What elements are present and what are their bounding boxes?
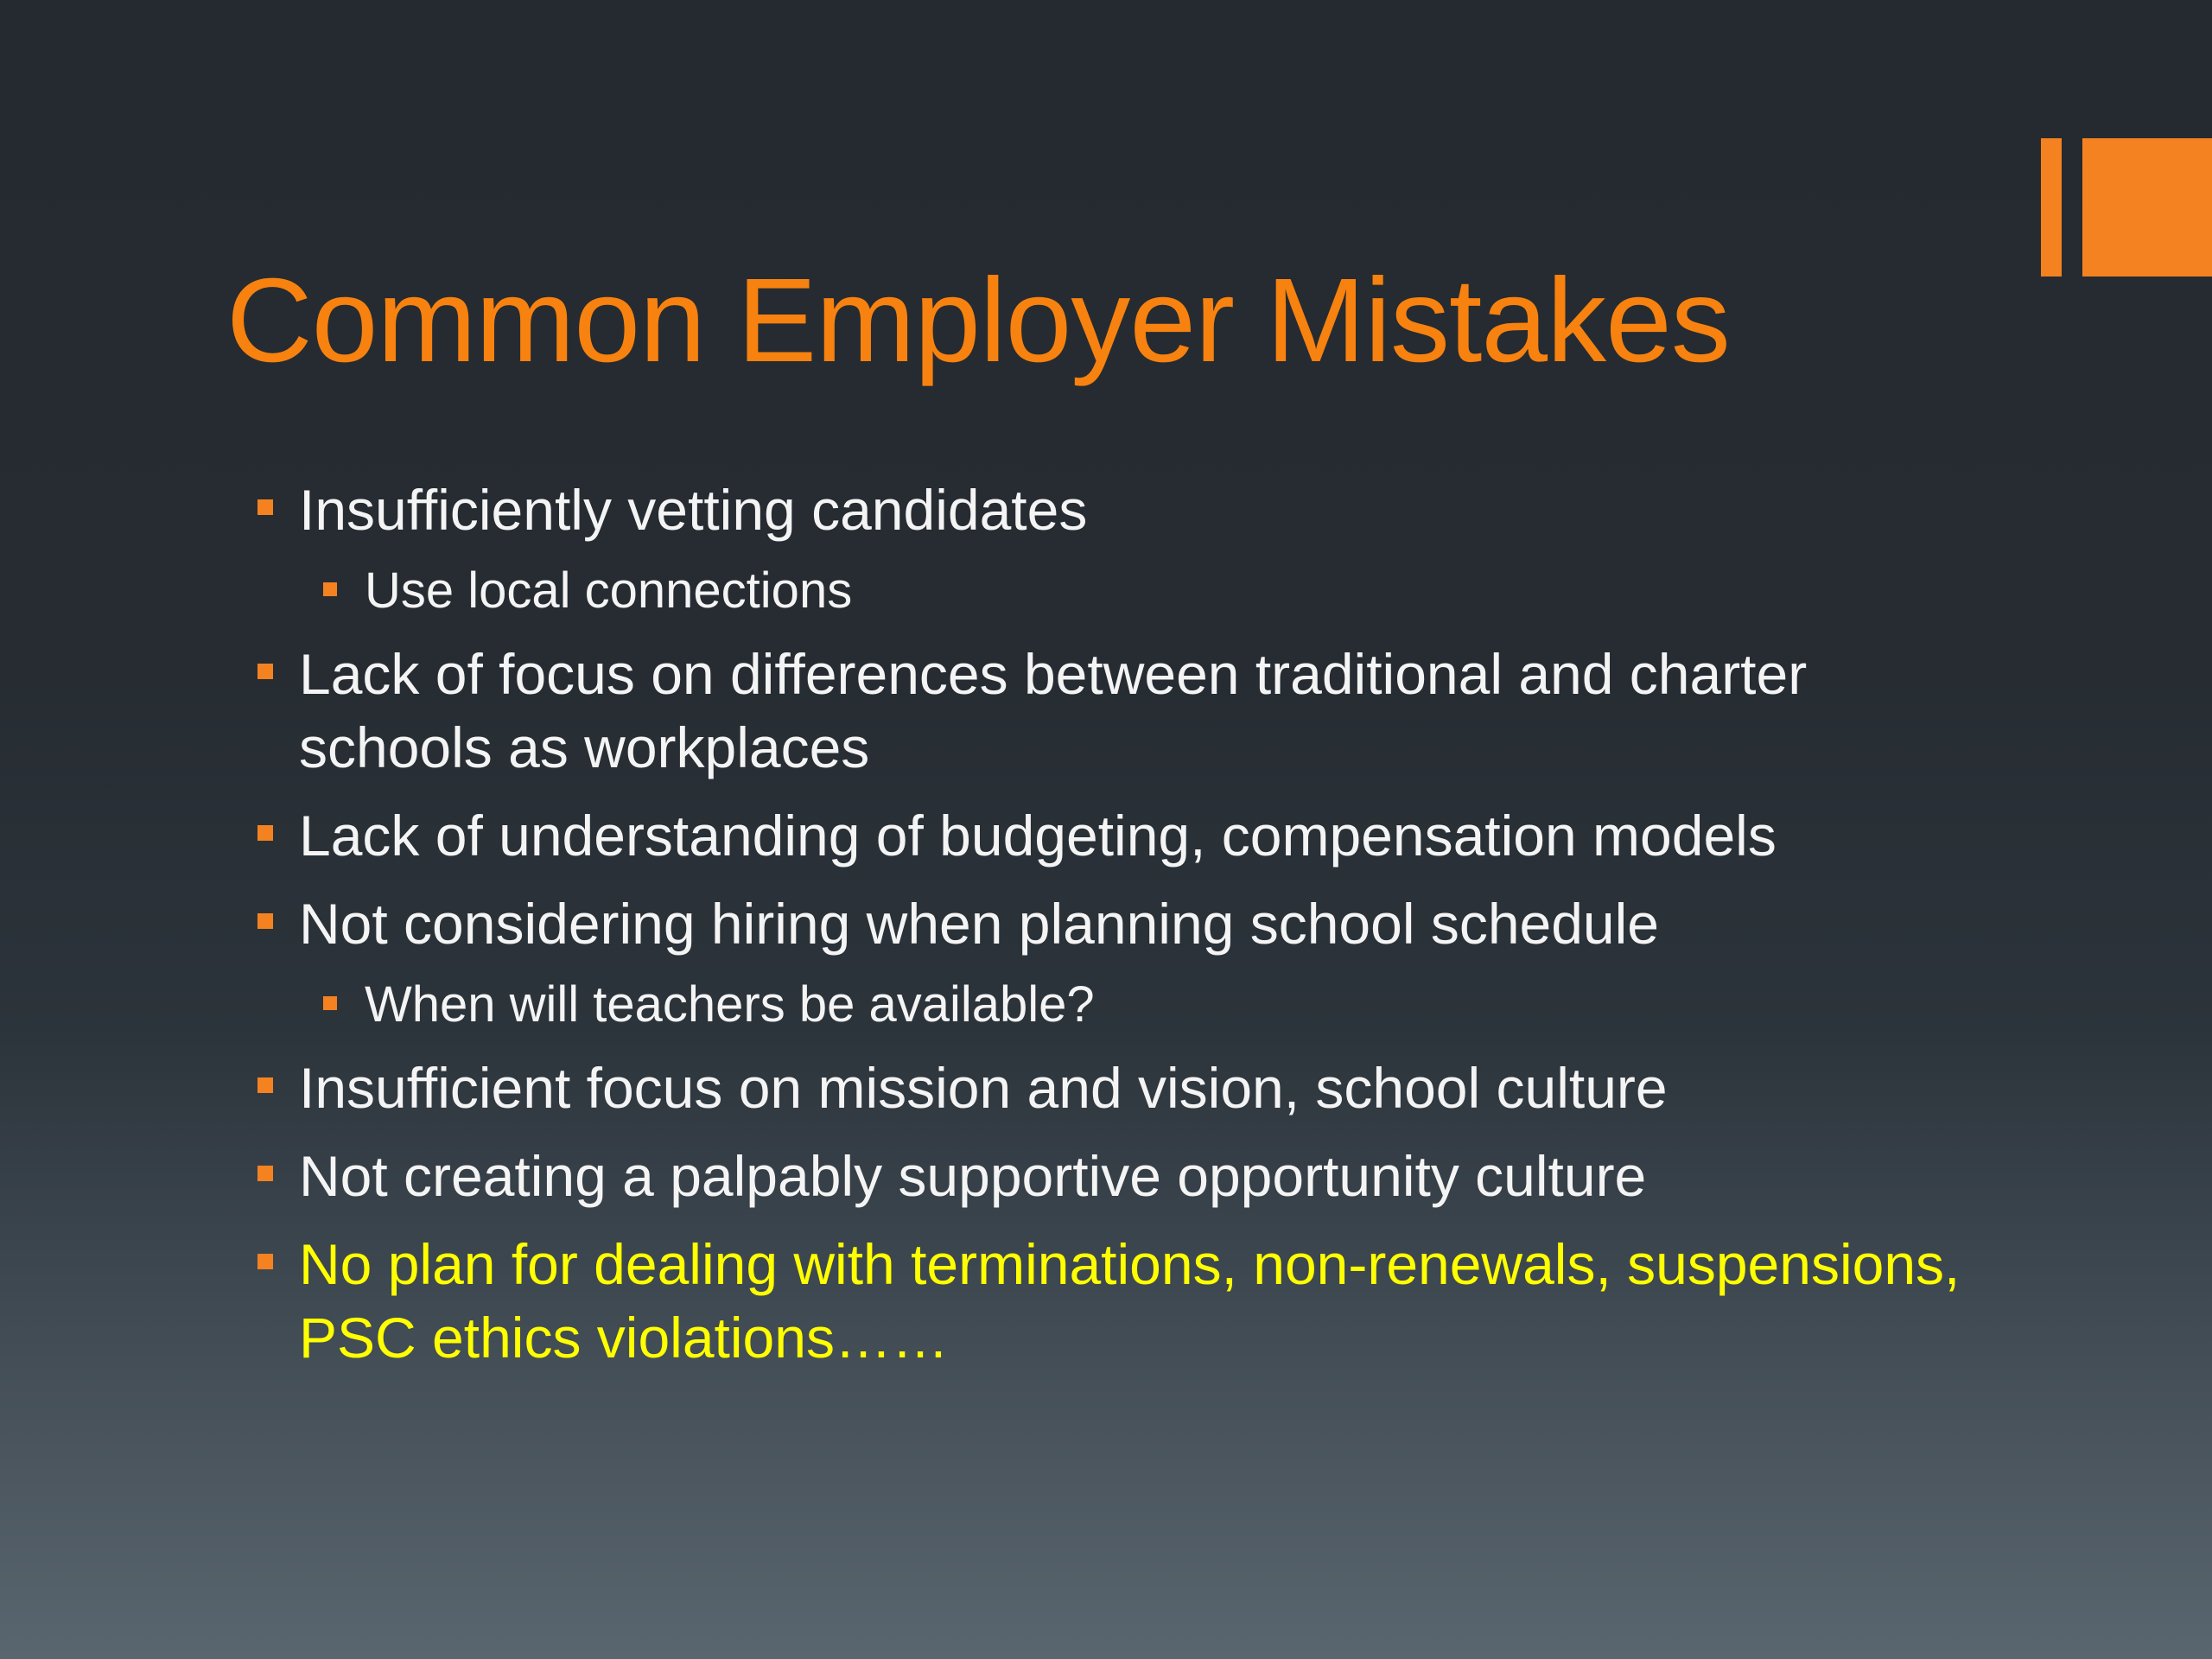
bullet-text: Lack of focus on differences between traditional and charter schools as workplaces xyxy=(299,642,1808,779)
slide-title: Common Employer Mistakes xyxy=(226,254,1730,387)
sub-bullet-text: When will teachers be available? xyxy=(365,976,1095,1033)
square-bullet-icon xyxy=(257,1166,273,1181)
square-bullet-icon xyxy=(257,825,273,841)
bullet-item xyxy=(256,474,1984,547)
square-bullet-icon xyxy=(323,582,337,596)
square-bullet-icon xyxy=(257,1254,273,1269)
bullet-text: No plan for dealing with terminations, non-renewals, suspensions, PSC ethics violations…… xyxy=(299,1232,1961,1370)
square-bullet-icon xyxy=(257,1077,273,1093)
square-bullet-icon xyxy=(257,664,273,679)
bullet-item xyxy=(256,1140,1984,1213)
accent-bar-thin xyxy=(2041,138,2062,276)
bullet-list xyxy=(256,474,1984,1389)
sub-bullet-item xyxy=(321,556,1984,626)
sub-bullet-item xyxy=(321,970,1984,1039)
bullet-text: Insufficiently vetting candidates xyxy=(299,478,1088,542)
bullet-item-highlighted xyxy=(256,1228,1984,1375)
accent-bar-block xyxy=(2082,138,2212,276)
square-bullet-icon xyxy=(257,499,273,515)
sub-bullet-text: Use local connections xyxy=(365,563,853,619)
bullet-text: Insufficient focus on mission and vision, school culture xyxy=(299,1056,1668,1120)
bullet-item xyxy=(256,638,1984,785)
bullet-text: Not considering hiring when planning school schedule xyxy=(299,892,1660,956)
square-bullet-icon xyxy=(323,996,337,1010)
bullet-item xyxy=(256,799,1984,873)
bullet-text: Lack of understanding of budgeting, compensation models xyxy=(299,804,1777,868)
bullet-text: Not creating a palpably supportive opportunity culture xyxy=(299,1144,1647,1208)
bullet-item xyxy=(256,887,1984,961)
square-bullet-icon xyxy=(257,913,273,929)
bullet-item xyxy=(256,1052,1984,1125)
